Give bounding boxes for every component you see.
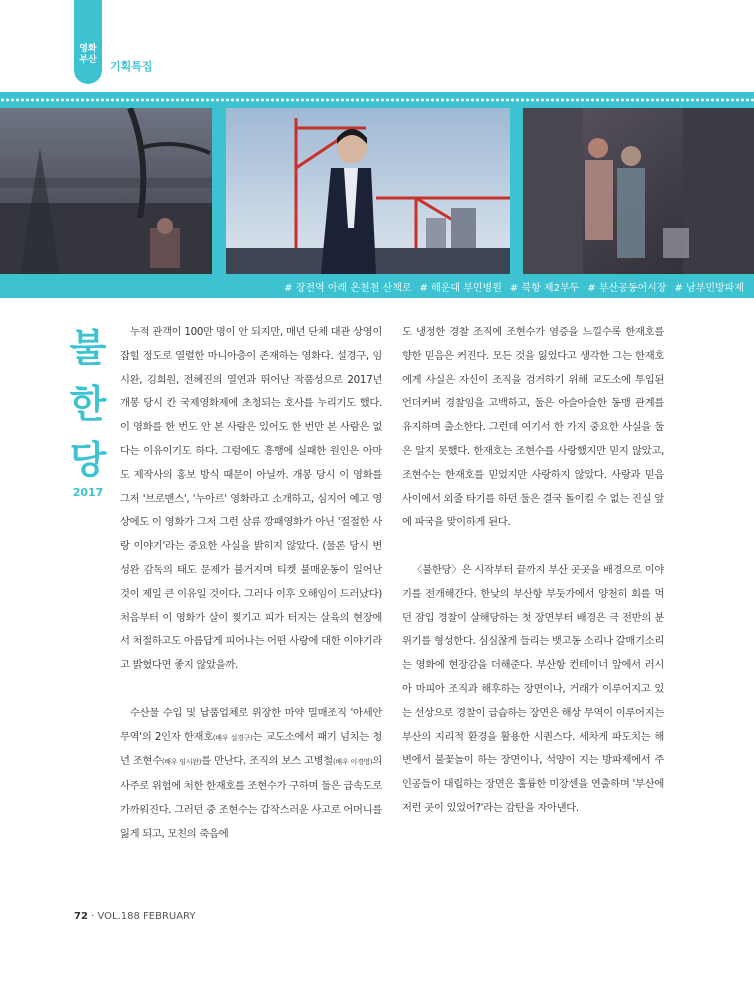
title-char: 불 — [69, 326, 107, 370]
paragraph: 도 냉정한 경찰 조직에 조현수가 염증을 느낄수록 한재호를 향한 믿음은 커진다. 모든 것을 잃었다고 생각한 그는 한재호에게 사실은 자신이 조직을 검거하기 위해 교도소에 투입된 언더커버 경찰임을 고백하고, 둘은 아슬아슬한 동맹 관계를 유지하며 출소한다. 그런데 여기서 한 가지 중요한 사실을 둘은 알지 못했다. 한재호는 조현수를 사랑했지만 믿지 않았고, 조현수는 한재호를 믿었지만 사랑하지 않았다. 사랑과 믿음 사이에서 외줄 타기를 하던 둘은 결국 돌이킬 수 없는 진실 앞에 파국을 맞이하게 된다. — [402, 326, 664, 529]
tag-item: # 남부민방파제 — [674, 283, 744, 294]
section-title: 기획특집 — [110, 60, 153, 73]
title-char: 한 — [69, 382, 107, 426]
title-char: 당 — [69, 438, 107, 482]
page-number: 72 — [74, 911, 88, 922]
note: (배우 임시완) — [161, 758, 202, 767]
photo-rooftop — [0, 108, 212, 274]
tag-item: # 장전역 아래 온천천 산책로 — [284, 283, 412, 294]
tag-item: # 북항 제2부두 — [509, 283, 580, 294]
issue-label: · VOL.188 FEBRUARY — [91, 911, 196, 922]
tab-line-2: 부산 — [79, 55, 97, 65]
paragraph: 〈불한당〉은 시작부터 끝까지 부산 곳곳을 배경으로 이야기를 전개해간다. 한낮의 부산항 부둣가에서 양천히 회를 먹던 잠입 경찰이 살해당하는 첫 장면부터 배경은 극 전반의 분위기를 형성한다. 심심찮게 들리는 뱃고동 소리나 갈매기소리는 영화에 현장감을 더해준다. 부산항 컨테이너 앞에서 러시아 마피아 조직과 해후하는 장면이나, 거래가 이루어지고 있는 선상으로 경찰이 급습하는 장면은 해상 무역이 이루어지는 부산의 지리적 환경을 활용한 시퀀스다. 세차게 파도치는 해변에서 불꽃놀이 하는 장면이나, 석양이 지는 방파제에서 주인공들이 대립하는 장면은 훌륭한 미장센을 연출하며 '부산에 저런 곳이 있었어?'라는 감탄을 자아낸다. — [402, 563, 664, 814]
dot-border-top — [0, 97, 754, 103]
photo-market — [523, 108, 754, 274]
note: (배우 설경구) — [212, 733, 253, 742]
tag-item: # 해운대 부민병원 — [419, 283, 502, 294]
tab-line-1: 영화 — [79, 44, 97, 54]
paragraph: 누적 관객이 100만 명이 안 되지만, 매년 단체 대관 상영이 잡힐 정도로 열렬한 마니아층이 존재하는 영화다. 설경구, 임시완, 김희원, 전혜진의 열연과 뛰어난 작품성으로 2017년 개봉 당시 칸 국제영화제에 초청되는 호사를 누리기도 했다. 이 영화를 한 번도 안 본 사람은 있어도 한 번만 본 사람은 없다는 이유이기도 하다. 그럼에도 흥행에 실패한 원인은 아마도 제작사의 홍보 방식 때문이 아닐까. 개봉 당시 이 영화를 그저 '브로맨스', '누아르' 영화라고 소개하고, 심지어 예고 영상에도 이 영화가 그저 그런 삼류 깡패영화가 아닌 '절절한 사랑 이야기'라는 중요한 사실을 밝히지 않았다. (물론 당시 변성완 감독의 태도 문제가 불거지며 티켓 불매운동이 일어난 것이 제일 큰 이유일 것이다. 그러나 이후 오해임이 드러났다) 처음부터 이 영화가 살이 찢기고 피가 터지는 살육의 현장에서 처절하고도 아름답게 피어나는 어떤 사랑에 대한 이야기라고 밝혔다면 좋지 않았을까. — [120, 326, 382, 672]
note: (배우 이경영) — [332, 758, 373, 767]
photo-actor — [226, 108, 510, 274]
tag-item: # 부산공동어시장 — [587, 283, 667, 294]
page-footer — [74, 911, 195, 922]
article-column-right — [402, 321, 664, 821]
article-title — [68, 320, 108, 499]
paragraph: 수산물 수입 및 납품업체로 위장한 마약 밀매조직 '아세안무역'의 2인자 한재호(배우 설경구)는 교도소에서 패기 넘치는 청년 조현수(배우 임시완)를 만난다. 조직의 보스 고병철(배우 이경영)의 사주로 위험에 처한 한재호를 조현수가 구하며 둘은 급속도로 가까워진다. 그러던 중 조현수는 갑작스러운 사고로 어머니를 잃게 되고, 모친의 죽음에 — [120, 706, 382, 840]
article-column-left — [120, 321, 382, 847]
title-year: 2017 — [72, 486, 104, 499]
location-tags — [284, 279, 744, 294]
section-tab — [74, 0, 102, 84]
